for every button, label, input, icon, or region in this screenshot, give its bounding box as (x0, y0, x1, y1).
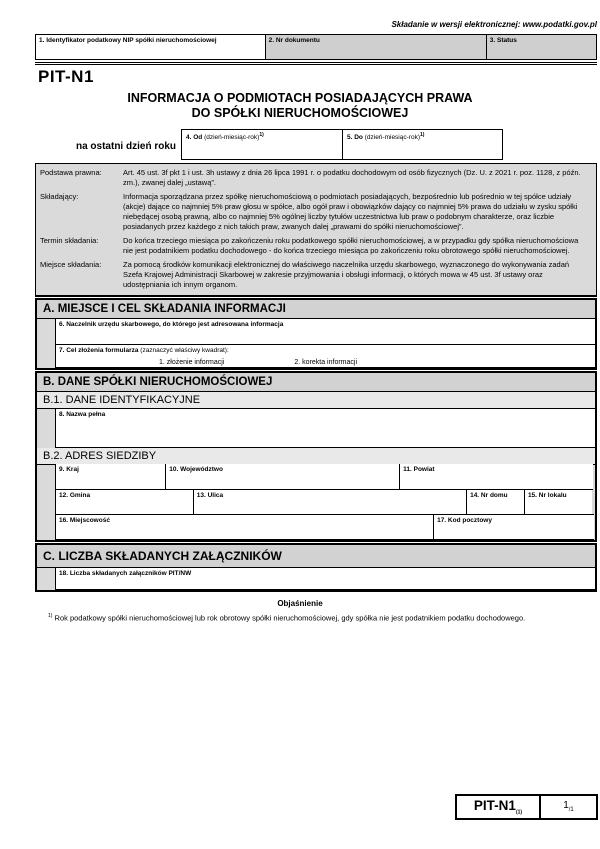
field-date-to[interactable] (342, 130, 502, 159)
legal-desc: Informacja sporządzana przez spółkę nieruchomościową o podmiotach posiadających, bezpośrednio lub pośrednio w tej spółce udziały (akcje) dające co najmniej 5% praw głosu w spółce, albo ogół praw i obowiązków dający co najmniej 5% prawa do udziału w zysku spółki niebędącej osobą prawną, albo co najmniej 5% ogólnej liczby tytułów uczestnictwa lub praw o podobnym charakterze, oraz liczbie posiadanych przez każdego z nich takich praw, zwanych dalej „prawami do spółki nieruchomościowej”. (123, 191, 578, 231)
footer-form-version: (1) (515, 809, 523, 816)
field-country[interactable]: 9. Kraj (55, 464, 166, 490)
field-status-label: 3. Status (489, 37, 517, 44)
field-county[interactable]: 11. Powiat (399, 464, 593, 490)
footnote-1 (48, 613, 588, 623)
section-c-body (37, 568, 595, 590)
electronic-filing-note: Składanie w wersji elektronicznej: www.podatki.gov.pl (391, 20, 597, 29)
address-row-1 (55, 465, 595, 490)
section-a-body (37, 319, 595, 368)
footer-box (455, 794, 598, 820)
field-tax-office[interactable] (55, 319, 595, 345)
footer-page-number: $1_{/1}$ (563, 800, 574, 813)
form-title-line1: INFORMACJA O PODMIOTACH POSIADAJĄCYCH PRAWA (127, 91, 473, 105)
legal-term: Termin składania: (40, 235, 99, 245)
address-row-2 (55, 490, 595, 515)
field-full-name[interactable] (55, 409, 595, 448)
field-postal-code[interactable]: 17. Kod pocztowy (433, 514, 594, 540)
field-apartment-number[interactable]: 15. Nr lokalu (524, 489, 592, 515)
section-c (35, 543, 597, 592)
footnote-text: Rok podatkowy spółki nieruchomościowej lub rok obrotowy spółki nieruchomościowej, gdy spółka nie jest podatnikiem podatku dochodowego. (54, 613, 526, 623)
footnote-ref: 1) (419, 132, 425, 138)
double-rule (35, 62, 597, 65)
footnote-ref: 1) (259, 132, 264, 138)
section-a (35, 298, 597, 370)
form-title-line2: DO SPÓŁKI NIERUCHOMOŚCIOWEJ (191, 105, 409, 120)
section-b1-body (37, 409, 595, 448)
field-attachments-count-label: 18. Liczba składanych załączników PIT/NW (59, 570, 192, 577)
form-title (0, 91, 600, 121)
period-caption: na ostatni dzień roku (75, 141, 176, 152)
field-nip-label: 1. Identyfikator podatkowy NIP spółki nieruchomościowej (39, 37, 217, 44)
field-document-number[interactable] (266, 35, 487, 59)
form-code: PIT-N1 (38, 67, 94, 86)
legal-info-table (35, 163, 597, 297)
address-row-3 (55, 515, 595, 540)
legal-desc: Za pomocą środków komunikacji elektronicznej do właściwego naczelnika urzędu skarbowego, wyznaczonego do wykonywania zadań Szefa Krajowej Administracji Skarbowej w zakresie przyjmowania i obsługi informacji, o których mowa w 45 ust. 3f ustawy oraz udostępniania ich innym organom. (123, 259, 570, 289)
field-city[interactable]: 16. Miejscowość (55, 514, 434, 540)
section-a-title: A. MIEJSCE I CEL SKŁADANIA INFORMACJI (37, 300, 595, 319)
section-b (35, 371, 597, 542)
field-document-number-label: 2. Nr dokumentu (268, 37, 320, 44)
header-fields-row (35, 34, 597, 60)
field-date-to-label: 5. Do (dzień-miesiąc-rok)$^{1)}$ (347, 132, 425, 142)
field-house-number[interactable]: 14. Nr domu (466, 489, 525, 515)
field-nip[interactable] (36, 35, 266, 59)
section-b2-body (37, 465, 595, 540)
option-zlozenie-informacji[interactable]: 1. złożenie informacji (159, 358, 225, 366)
legal-term: Podstawa prawna: (40, 168, 102, 177)
field-commune[interactable]: 12. Gmina (55, 489, 194, 515)
section-c-title: C. LICZBA SKŁADANYCH ZAŁĄCZNIKÓW (37, 545, 595, 568)
field-status[interactable] (487, 35, 596, 59)
section-b1-title: B.1. DANE IDENTYFIKACYJNE (37, 392, 595, 409)
field-filing-purpose (55, 344, 595, 368)
field-date-from-label: 4. Od (dzień-miesiąc-rok)$^{1)}$ (186, 132, 264, 142)
field-tax-office-label: 6. Naczelnik urzędu skarbowego, do którego jest adresowana informacja (59, 321, 284, 328)
legal-desc: Do końca trzeciego miesiąca po zakończeniu roku podatkowego spółki nieruchomościowej, a w przypadku gdy spółka nieruchomościowa nie jest podatnikiem podatku dochodowego - do końca trzeciego miesiąca po zakończeniu roku obrotowego spółki nieruchomościowej. (123, 235, 579, 255)
footnote-ref: 1) (48, 613, 53, 619)
legal-term: Miejsce składania: (40, 259, 102, 269)
period-fields (181, 129, 503, 160)
section-b-title: B. DANE SPÓŁKI NIERUCHOMOŚCIOWEJ (37, 373, 595, 392)
field-attachments-count[interactable] (55, 568, 595, 590)
filing-purpose-options (159, 359, 592, 366)
footer-form-code: PIT-$N1_{(1)}$ (457, 796, 541, 818)
field-full-name-label: 8. Nazwa pełna (59, 411, 106, 418)
field-date-from[interactable] (182, 130, 342, 159)
section-b2-title: B.2. ADRES SIEDZIBY (37, 448, 595, 465)
explanation-title: Objaśnienie (277, 599, 323, 608)
option-korekta-informacji[interactable]: 2. korekta informacji (294, 358, 358, 366)
legal-term: Składający: (40, 191, 79, 201)
field-voivodeship[interactable]: 10. Województwo (165, 464, 400, 490)
legal-desc: Art. 45 ust. 3f pkt 1 i ust. 3h ustawy z dnia 26 lipca 1991 r. o podatku dochodowym od osób fizycznych (Dz. U. z 2021 r. poz. 1128, z późn. zm.), zwanej dalej „ustawą”. (123, 168, 581, 187)
field-street[interactable]: 13. Ulica (193, 489, 467, 515)
field-filing-purpose-label: 7. Cel złożenia formularza (zaznaczyć właściwy kwadrat): (59, 347, 229, 354)
